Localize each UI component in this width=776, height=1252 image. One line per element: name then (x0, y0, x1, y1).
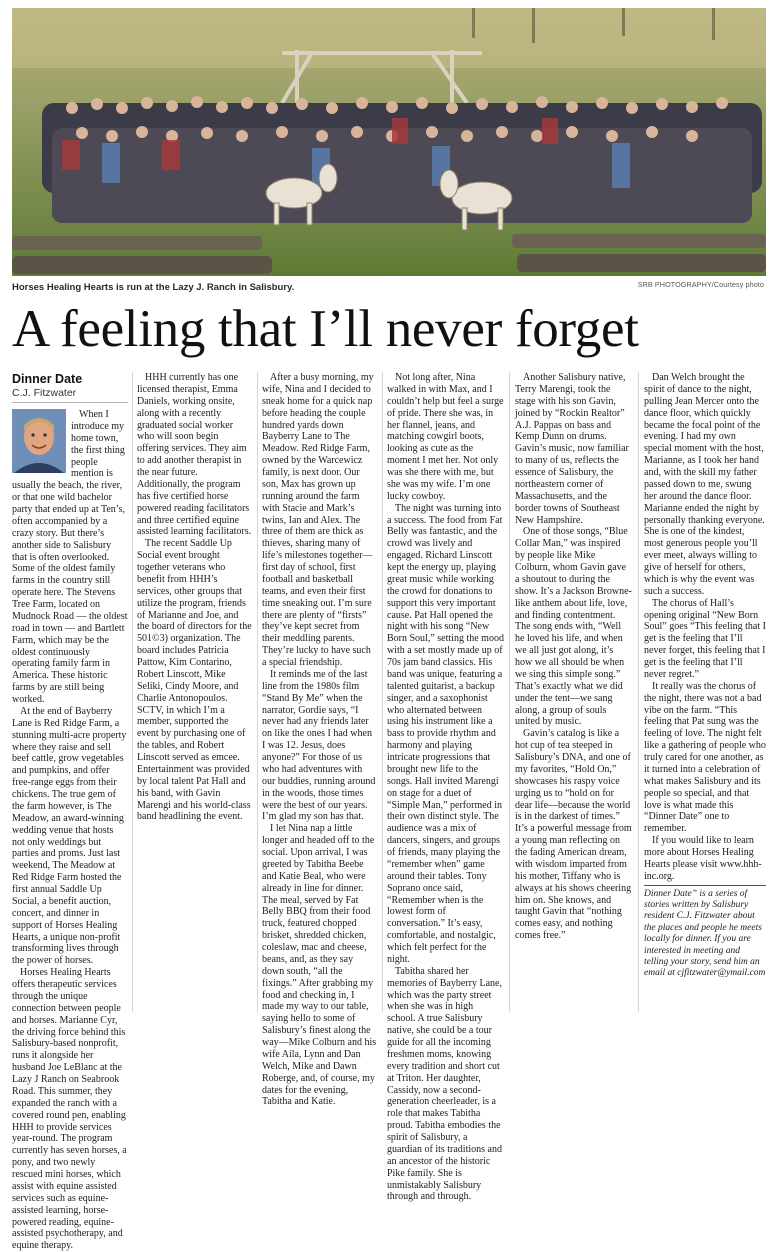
body-paragraph: After a busy morning, my wife, Nina and I decided to sneak home for a quick nap before heading the couple hundred yards down Bayberry Lane to The Meadow. Red Ridge Farm, owned by the Warcewicz family, is next door. Our son, Max has grown up running around the farm with Stacie and Mark’s twins, Ian and Alex. The three of them are thick as thieves, sharing many of life’s milestones together—first day of school, first football and basketball teams, and even their first time sneaking out. I’m sure there are plenty of “firsts” they’ve kept secret from their meddling parents. They’re lucky to have such a special friendship. (262, 372, 374, 668)
body-paragraph: The chorus of Hall’s opening original “New Born Soul” goes “This feeling that I get is the feeling that I’ll never forget, this feeling that I get is the feeling that I’ll never regret.” (644, 597, 766, 680)
body-paragraph: It reminds me of the last line from the 1980s film “Stand By Me” when the narrator, Gordie says, “I never had any friends later on like the ones I had when I was 12. Jesus, does anyone?” For those of us who had adventures with our buddies, running around in the woods, those times were the best of our years. I’m glad my son has that. (262, 668, 376, 823)
body-paragraph: If you would like to learn more about Horses Healing Hearts please visit www.hhh-inc.org. (644, 835, 762, 882)
byline-divider (12, 402, 128, 403)
body-paragraph: Horses Healing Hearts offers therapeutic services through the unique connection between people and horses. Marianne Cyr, the driving force behind this Salisbury-based nonprofit, runs it alongside her husband Joe LeBlanc at the Lazy J Ranch on Seabrook Road. This summer, they expanded the ranch with a covered round pen, enabling HHH to provide services year-round. The program currently has seven horses, a pony, and two newly rescued mini horses, which assist with equine assisted services such as equine-assisted learning, horse-powered reading, equine-assisted psychotherapy, and equine therapy. (12, 967, 127, 1252)
headline: A feeling that I’ll never forget (12, 300, 639, 358)
group-photo-illustration (12, 8, 766, 276)
photo-credit: SRB PHOTOGRAPHY/Courtesy photo (637, 280, 764, 289)
group-photo (12, 8, 766, 276)
body-paragraph: The night was turning into a success. The food from Fat Belly was fantastic, and the crowd was lively and engaged. Richard Linscott kept the energy up, playing great music while working the crowd for donations to support this very important cause. Pat Hall opened the night with his song “New Born Soul,” setting the mood with a set mostly made up of 70s jam band classics. His band was unique, featuring a talented guitarist, a backup singer, and a saxophonist who alternated between using his instrument like a bass to provide rhythm and harmony and playing intricate progressions that brought new life to the songs. Hall invited Marengi on stage for a duet of “Simple Man,” performed in their own distinct style. The audience was a mix of dancers, singers, and groups of friends, many playing the “remember when” game around their tables. Tony Soprano once said, “Remember when is the lowest form of conversation.” It’s easy, comfortable, and nostalgic, which felt perfect for the night. (387, 502, 504, 965)
column-rule (509, 372, 510, 1012)
article-column-2 (137, 372, 252, 823)
column-rule (257, 372, 258, 1012)
body-paragraph: Not long after, Nina walked in with Max, and I couldn’t help but feel a surge of pride. There she was, in her flannel, jeans, and matching cowgirl boots, looking as cute as the moment I met her. Not only was she there with me, but she was my wife. I’m one lucky cowboy. (387, 372, 504, 502)
footnote-divider (644, 885, 766, 886)
body-paragraph: The recent Saddle Up Social event brought together veterans who benefit from HHH’s services, other groups that utilize the program, friends of Marianne and Joe, and the board of directors for the 501©3) organization. The board includes Patricia Pattow, Kim Contarino, Robert Linscott, Mike Seliki, Cindy Moore, and Charlie Antonopoulos. SCTV, in which I’m a member, supported the event by purchasing one of the tables, and Robert Linscott served as emcee. Entertainment was provided by local talent Pat Hall and his band, with Gavin Marengi and his world-class band headlining the event. (137, 538, 252, 823)
column-label: Dinner Date (12, 372, 83, 386)
body-paragraph: Another Salisbury native, Terry Marengi, took the stage with his son Gavin, joined by “Rockin Realtor” A.J. Pappas on bass and Kemp Dunn on drums. Gavin’s music, now familiar to many of us, reflects the essence of Salisbury, the northeastern corner of Massachusetts, and the border towns of Southeast New Hampshire. (515, 372, 629, 526)
body-paragraph: It really was the chorus of the night, there was not a bad vibe on the farm. “This feeling that Pat sung was the feeling of love. The night felt like a gathering of people who truly cared for one another, as it turned into a celebration of what makes Salisbury and its people so special, and that love is what made this “Dinner Date” one to remember. (644, 680, 766, 835)
column-rule (132, 372, 133, 1012)
body-paragraph: Gavin’s catalog is like a hot cup of tea steeped in Salisbury’s DNA, and one of my favorites, “Hold On,” showcases his raspy voice urging us to “hold on for dear life—because the world is in the darkest of times.” It’s a powerful message from a young man reflecting on the fading American dream, with wisdom imparted from his mother, Tiffany who is always at his shows cheering him on. She knows, and taught Gavin that “nothing comes easy, and nothing comes free.” (515, 728, 632, 942)
body-paragraph: One of those songs, “Blue Collar Man,” was inspired by people like Mike Colburn, whom Gavin gave a shoutout to during the show. It’s a Jackson Browne-like anthem about life, love, and finding contentment. The song ends with, “Well he loved his life, and when we all just got along, it’s how we all should be when we sing this simple song.” That’s exactly what we did under the tent—we sang along, a group of souls united by music. (515, 526, 632, 728)
article-column-6 (644, 372, 766, 980)
body-paragraph: Dan Welch brought the spirit of dance to the night, pulling Jean Mercer onto the dance floor, which quickly became the focal point of the evening. I had my own special moment with the host, Marianne, as I took her hand and, with the skill my father passed down to me, swung her around the dance floor. Marianne ended the night by personally thanking everyone. She is one of the kindest, most generous people you’ll ever meet, always willing to give of herself for others, which is why the event was such a success. (644, 372, 765, 597)
body-paragraph: When I introduce my home town, the first thing people mention is usually the beach, the river, or that one wild bachelor party that ended up at Ten’s, often accompanied by a crazy story. But there’s another side to Salisbury that is often overlooked. Some of the oldest family farms in the country still operate here. The Stevens Tree Farm, located on Mudnock Road — the oldest road in town — and Bartlett Farm, which may be the oldest continuously operating family farm in America. These historic farms by are still being worked. (12, 409, 128, 705)
body-paragraph: At the end of Bayberry Lane is Red Ridge Farm, a stunning multi-acre property where they raise and sell beef cattle, grow vegetables and pumpkins, and offer free-range eggs from their chickens. The true gem of the farm however, is The Meadow, an award-winning wedding venue that hosts not only weddings but parties and proms. Just last weekend, The Meadow at Red Ridge Farm hosted the first annual Saddle Up Social, a benefit auction, concert, and dinner in support of Horses Healing Hearts, a unique non-profit transforming lives through the power of horses. (12, 705, 127, 967)
byline: C.J. Fitzwater (12, 387, 77, 399)
body-paragraph: Tabitha shared her memories of Bayberry Lane, which was the party street when she was in high school. A true Salisbury native, she could be a tour guide for all the incoming freshmen moms, knowing every tradition and short cut at Triton. Her daughter, Cassidy, now a second-generation cheerleader, is a role that makes Tabitha proud. Tabitha embodies the spirit of Salisbury, a guardian of its traditions and an ancestor of the historic Pike family. She is unmistakably Salisbury through and through. (387, 965, 502, 1203)
author-headshot (12, 409, 66, 473)
body-paragraph: I let Nina nap a little longer and headed off to the social. Upon arrival, I was greeted by Tabitha Beebe and Katie Beal, who were already in line for dinner. The meal, served by Fat Belly BBQ from their food truck, featured chopped brisket, shredded chicken, coleslaw, mac and cheese, beans, and, as they say down south, “all the fixings.” After grabbing my food and checking in, I made my way to our table, saying hello to some of Salisbury’s finest along the way—Mike Colburn and his wife Aila, Lynn and Dan Welch, Mike and Dawn Roberge, and, of course, my dates for the evening, Tabitha and Katie. (262, 823, 377, 1108)
column-rule (382, 372, 383, 1012)
column-rule (638, 372, 639, 1012)
footnote-text: Dinner Date” is a series of stories written by Salisbury resident C.J. Fitzwater about the places and people he meets locally for dinner. If you are interested in meeting and telling your story, send him an email at cjfitzwater@ymail.com (644, 888, 766, 979)
article-column-5 (515, 372, 632, 942)
article-column-1 (12, 372, 128, 1252)
series-footnote (644, 889, 766, 980)
body-paragraph: HHH currently has one licensed therapist, Emma Daniels, working onsite, along with a recently graduated social worker who will soon begin offering services. They aim to add another therapist in the near future. Additionally, the program has five certified horse powered reading facilitators and three certified equine assisted learning facilitators. (137, 372, 252, 538)
article-column-3 (262, 372, 377, 1108)
article-column-4 (387, 372, 504, 1203)
photo-caption: Horses Healing Hearts is run at the Lazy J. Ranch in Salisbury. (12, 282, 295, 293)
